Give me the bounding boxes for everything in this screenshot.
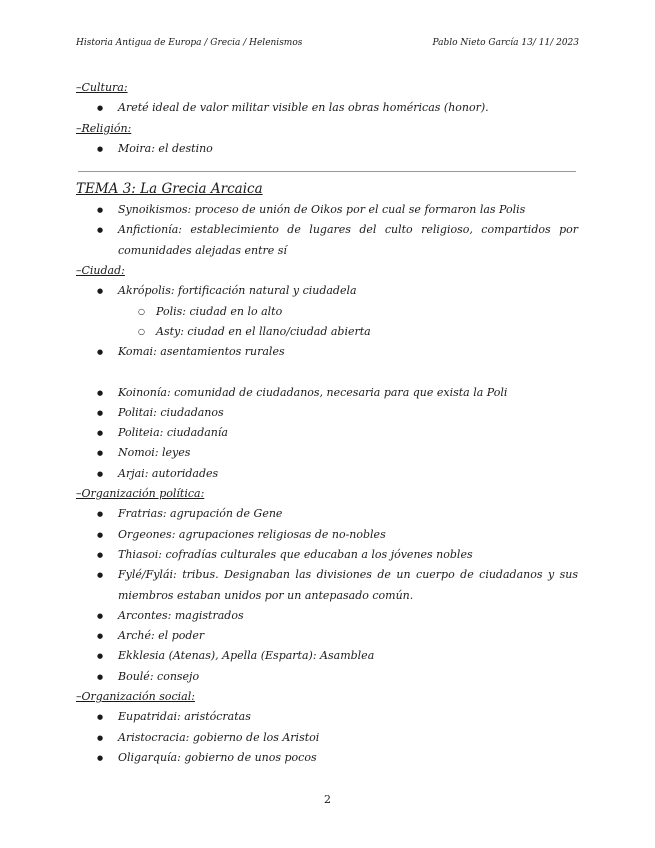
section-culture-heading: –Cultura: — [76, 81, 128, 94]
item-term: Oligarquía — [118, 750, 178, 764]
list-item — [76, 728, 578, 748]
section-religion-heading: –Religión: — [76, 121, 132, 135]
list-item — [76, 606, 578, 626]
item-desc: : aristócratas — [177, 710, 251, 724]
item-desc: : autoridades — [144, 466, 219, 480]
list-item — [76, 565, 578, 606]
item-term: Anfictionía — [118, 223, 179, 237]
item-term: Thiasoi — [118, 547, 159, 561]
politics-list — [76, 504, 578, 687]
item-desc: : el poder — [150, 629, 205, 643]
list-item — [76, 423, 578, 443]
item-term: Koinonía — [118, 385, 167, 399]
item-desc: : ciudad en el llano/ciudad abierta — [180, 324, 371, 338]
item-desc: : asentamientos rurales — [153, 345, 285, 359]
list-item — [76, 403, 578, 423]
item-desc: : ciudadanía — [159, 426, 228, 440]
list-item — [76, 525, 578, 545]
city-list-2 — [76, 383, 578, 484]
sub-list-item — [76, 322, 578, 342]
list-item — [76, 139, 578, 159]
page-number: 2 — [324, 793, 331, 806]
item-desc: : gobierno de unos pocos — [177, 750, 317, 764]
item-term: Arcontes — [118, 608, 168, 622]
list-item — [76, 383, 578, 403]
item-term: Synoikismos — [118, 203, 188, 217]
header-course: Historia Antigua de Europa / Grecia / Helenismos — [76, 38, 303, 48]
item-term: Moira — [118, 141, 152, 155]
list-item — [76, 220, 578, 261]
item-term: Eupatridai — [118, 710, 178, 724]
item-term: Politai — [118, 405, 154, 419]
header-author-date: Pablo Nieto García 13/ 11/ 2023 — [432, 38, 579, 48]
section-politics-heading: –Organización política: — [76, 487, 205, 501]
divider — [78, 171, 576, 172]
city-list — [76, 281, 578, 362]
item-term: Aristocracia — [118, 730, 186, 744]
list-item — [76, 748, 578, 768]
item-desc: : el destino — [151, 141, 213, 155]
item-term: Akrópolis — [118, 284, 171, 298]
list-item — [76, 281, 578, 301]
item-desc: : leyes — [154, 446, 191, 460]
item-desc: : agrupación de Gene — [162, 507, 283, 521]
topic-title: TEMA 3: La Grecia Arcaica — [76, 181, 263, 198]
list-item — [76, 342, 578, 362]
topic-list — [76, 200, 578, 261]
item-desc: : magistrados — [167, 608, 244, 622]
document-body — [76, 78, 578, 768]
item-desc: : ciudad en lo alto — [182, 304, 283, 318]
item-desc: : Asamblea — [312, 649, 375, 663]
item-term: Orgeones — [118, 527, 172, 541]
item-desc: : cofradías culturales que educaban a los jóvenes nobles — [158, 547, 473, 561]
item-term: Politeia — [118, 426, 160, 440]
list-item — [76, 646, 578, 666]
item-term: Areté — [118, 101, 149, 115]
item-desc: : establecimiento de lugares del culto religioso, compartidos por comunidades alejadas entre sí — [118, 223, 578, 257]
item-desc: : agrupaciones religiosas de no-nobles — [171, 527, 386, 541]
social-list — [76, 707, 578, 768]
culture-list — [76, 98, 578, 118]
blank-line — [76, 363, 578, 383]
list-item — [76, 464, 578, 484]
item-desc: : comunidad de ciudadanos, necesaria para que exista la Poli — [166, 385, 508, 399]
list-item — [76, 443, 578, 463]
list-item — [76, 200, 578, 220]
page-header — [76, 38, 579, 52]
item-desc: : consejo — [149, 669, 200, 683]
list-item — [76, 707, 578, 727]
religion-list — [76, 139, 578, 159]
list-item — [76, 98, 578, 118]
item-desc: : fortificación natural y ciudadela — [170, 284, 357, 298]
list-item — [76, 667, 578, 687]
item-term: Nomoi — [118, 446, 155, 460]
item-term: Asty — [156, 324, 181, 338]
list-item — [76, 504, 578, 524]
item-desc: : ciudadanos — [153, 405, 224, 419]
item-term: Komai — [118, 345, 154, 359]
item-desc: : gobierno de los Aristoi — [185, 730, 320, 744]
item-term: Arjai — [118, 466, 145, 480]
item-desc: : tribus. Designaban las divisiones de un cuerpo de ciudadanos y sus miembros estaban unidos por un antepasado común. — [118, 568, 578, 602]
item-term: Arché — [118, 629, 151, 643]
item-term: Fylé/Fylái — [118, 568, 174, 582]
item-term: Fratrias — [118, 507, 163, 521]
list-item — [76, 626, 578, 646]
sub-list-item — [76, 302, 578, 322]
item-desc: ideal de valor militar visible en las obras homéricas (honor). — [148, 101, 489, 115]
item-term: Boulé — [118, 669, 150, 683]
section-social-heading: –Organización social: — [76, 690, 195, 704]
list-item — [76, 545, 578, 565]
item-desc: : proceso de unión de Oikos por el cual se formaron las Polis — [187, 203, 526, 217]
section-city-heading: –Ciudad: — [76, 264, 125, 278]
item-term: Polis — [156, 304, 183, 318]
item-term: Ekklesia (Atenas), Apella (Esparta) — [118, 649, 313, 663]
